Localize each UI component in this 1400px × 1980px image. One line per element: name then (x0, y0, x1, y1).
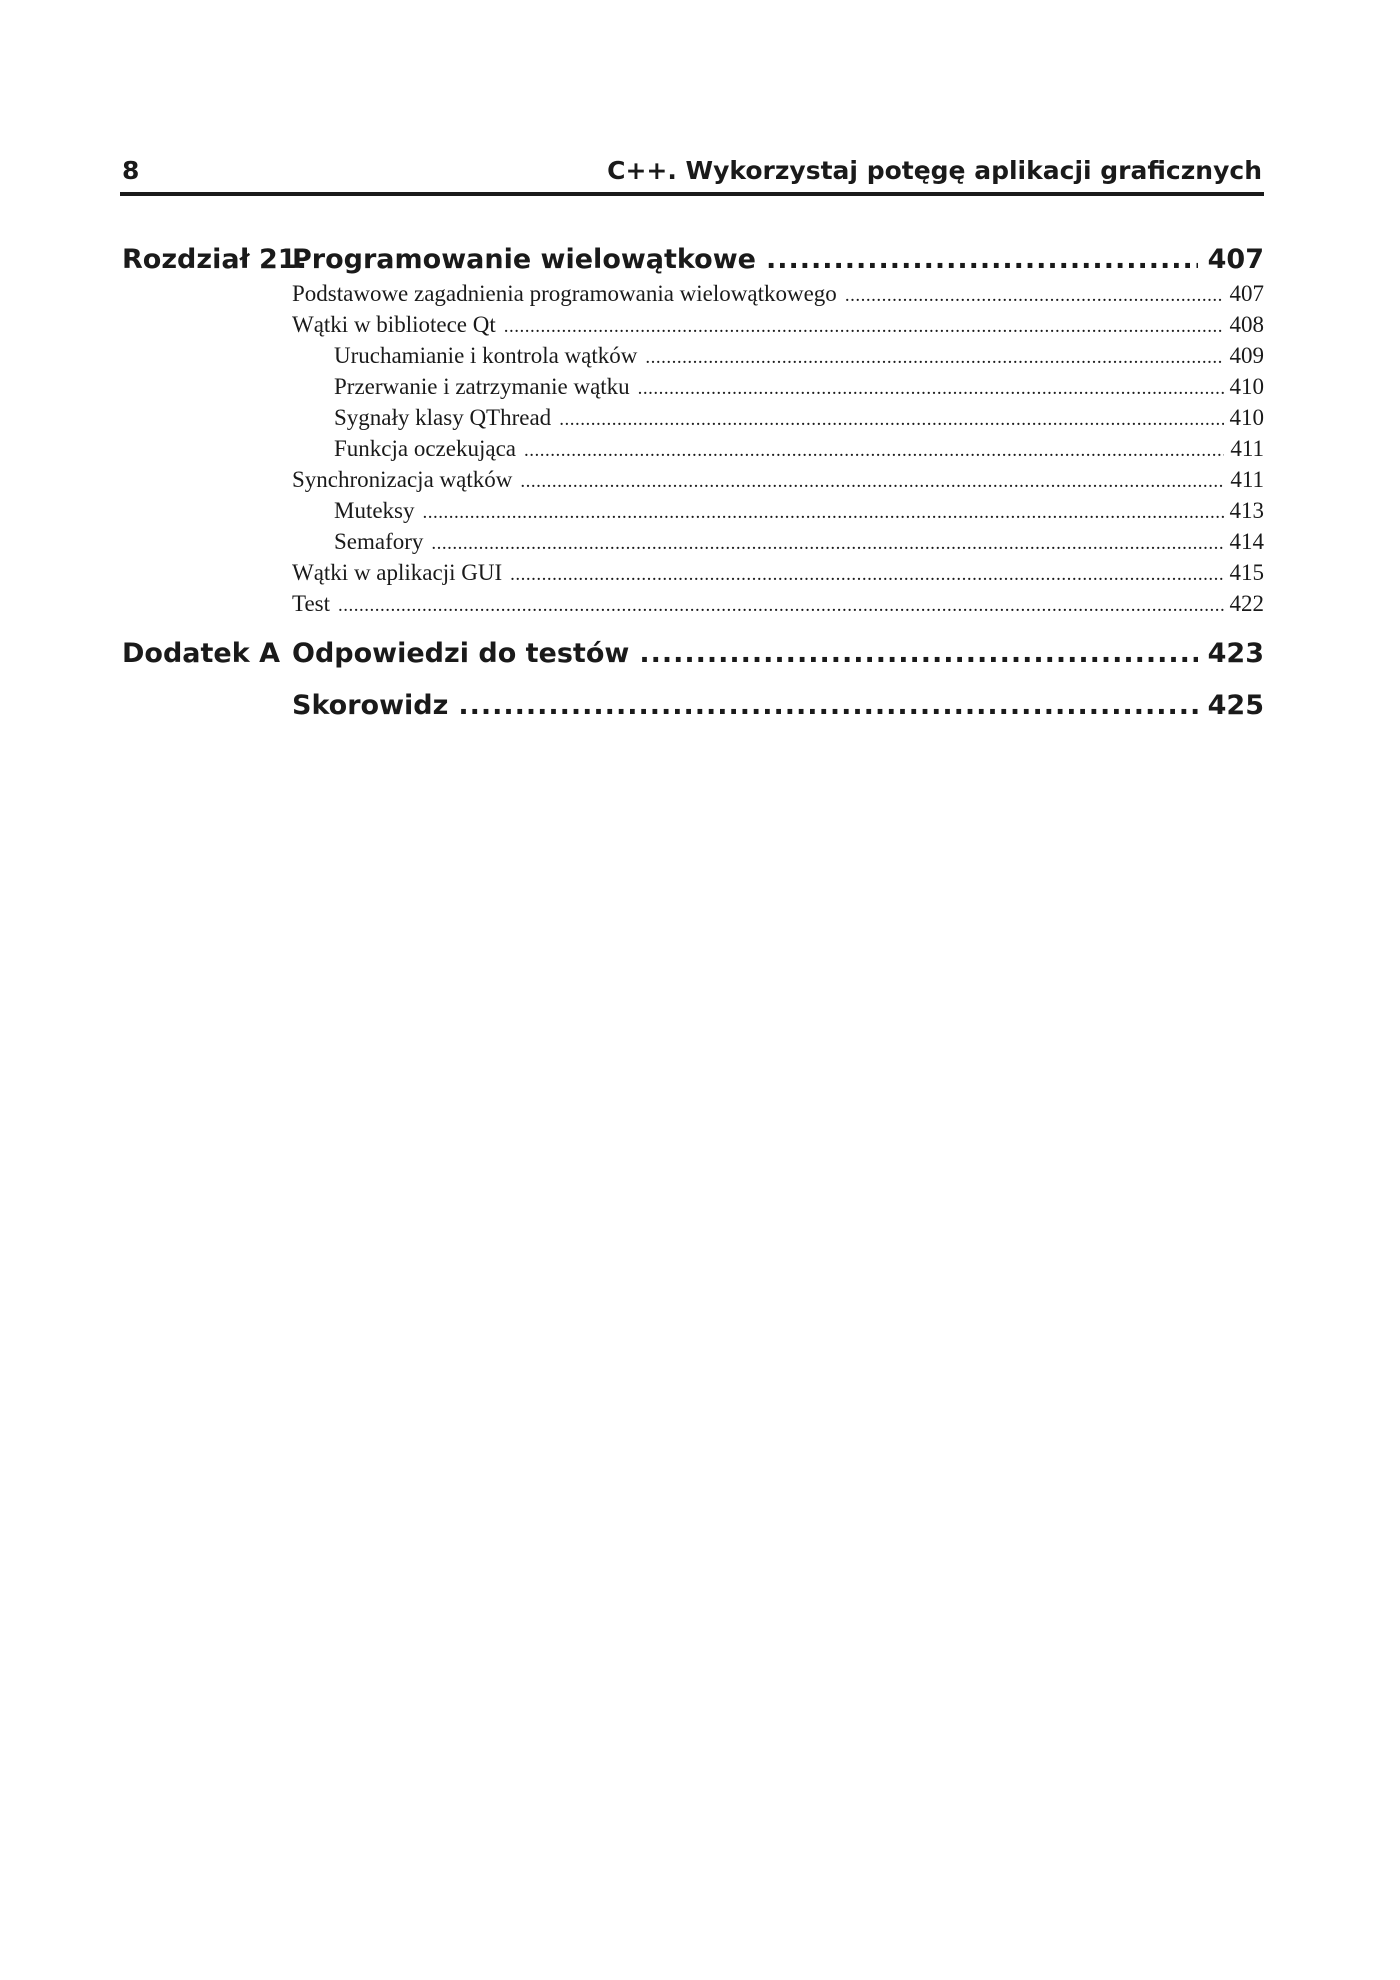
toc-entry (292, 560, 1264, 590)
dot-leader (520, 471, 1224, 493)
toc-index (120, 690, 1264, 730)
toc-entry (334, 529, 1264, 559)
entry-title: Test (292, 591, 330, 616)
dot-leader (559, 409, 1223, 431)
page-header (120, 154, 1264, 194)
toc-entry (292, 281, 1264, 311)
index-page: 425 (1207, 690, 1264, 721)
entry-title: Przerwanie i zatrzymanie wątku (334, 374, 630, 399)
index-title: Skorowidz (292, 690, 449, 721)
page-number: 8 (122, 156, 140, 185)
dot-leader (524, 440, 1224, 462)
toc-entry (334, 343, 1264, 373)
dot-leader (458, 690, 1197, 721)
chapter-title: Programowanie wielowątkowe (292, 244, 756, 275)
entry-page: 408 (1229, 312, 1264, 337)
entry-title: Wątki w bibliotece Qt (292, 312, 496, 337)
appendix-page: 423 (1207, 638, 1264, 669)
entry-page: 409 (1229, 343, 1264, 368)
entry-title: Funkcja oczekująca (334, 436, 516, 461)
entry-page: 411 (1230, 467, 1264, 492)
toc-entry (292, 467, 1264, 497)
dot-leader (431, 533, 1223, 555)
chapter-page: 407 (1207, 244, 1264, 275)
toc-entry (334, 498, 1264, 528)
dot-leader (639, 638, 1197, 669)
appendix-prefix: Dodatek A (122, 638, 280, 669)
toc-entry (292, 591, 1264, 621)
entry-title: Wątki w aplikacji GUI (292, 560, 503, 585)
entry-title: Uruchamianie i kontrola wątków (334, 343, 638, 368)
entry-title: Synchronizacja wątków (292, 467, 513, 492)
entry-title: Sygnały klasy QThread (334, 405, 552, 430)
dot-leader (338, 595, 1224, 617)
dot-leader (423, 502, 1224, 524)
chapter-prefix: Rozdział 21. (122, 244, 307, 275)
header-rule (120, 192, 1264, 196)
entry-title: Semafory (334, 529, 424, 554)
dot-leader (645, 347, 1223, 369)
entry-page: 410 (1229, 405, 1264, 430)
toc-entry (334, 405, 1264, 435)
dot-leader (845, 285, 1224, 307)
entry-title: Podstawowe zagadnienia programowania wielowątkowego (292, 281, 837, 306)
entry-page: 415 (1229, 560, 1264, 585)
toc-appendix-a (120, 638, 1264, 678)
dot-leader (766, 244, 1198, 275)
toc-entry (334, 374, 1264, 404)
entry-title: Muteksy (334, 498, 415, 523)
dot-leader (504, 316, 1224, 338)
toc-entry (292, 312, 1264, 342)
entry-page: 414 (1229, 529, 1264, 554)
toc-chapter-21 (120, 244, 1264, 284)
dot-leader (638, 378, 1224, 400)
running-title: C++. Wykorzystaj potęgę aplikacji graficznych (607, 156, 1262, 185)
toc-entry (334, 436, 1264, 466)
entry-page: 407 (1229, 281, 1264, 306)
dot-leader (510, 564, 1223, 586)
appendix-title: Odpowiedzi do testów (292, 638, 630, 669)
entry-page: 422 (1229, 591, 1264, 616)
entry-page: 410 (1229, 374, 1264, 399)
entry-page: 413 (1229, 498, 1264, 523)
entry-page: 411 (1230, 436, 1264, 461)
